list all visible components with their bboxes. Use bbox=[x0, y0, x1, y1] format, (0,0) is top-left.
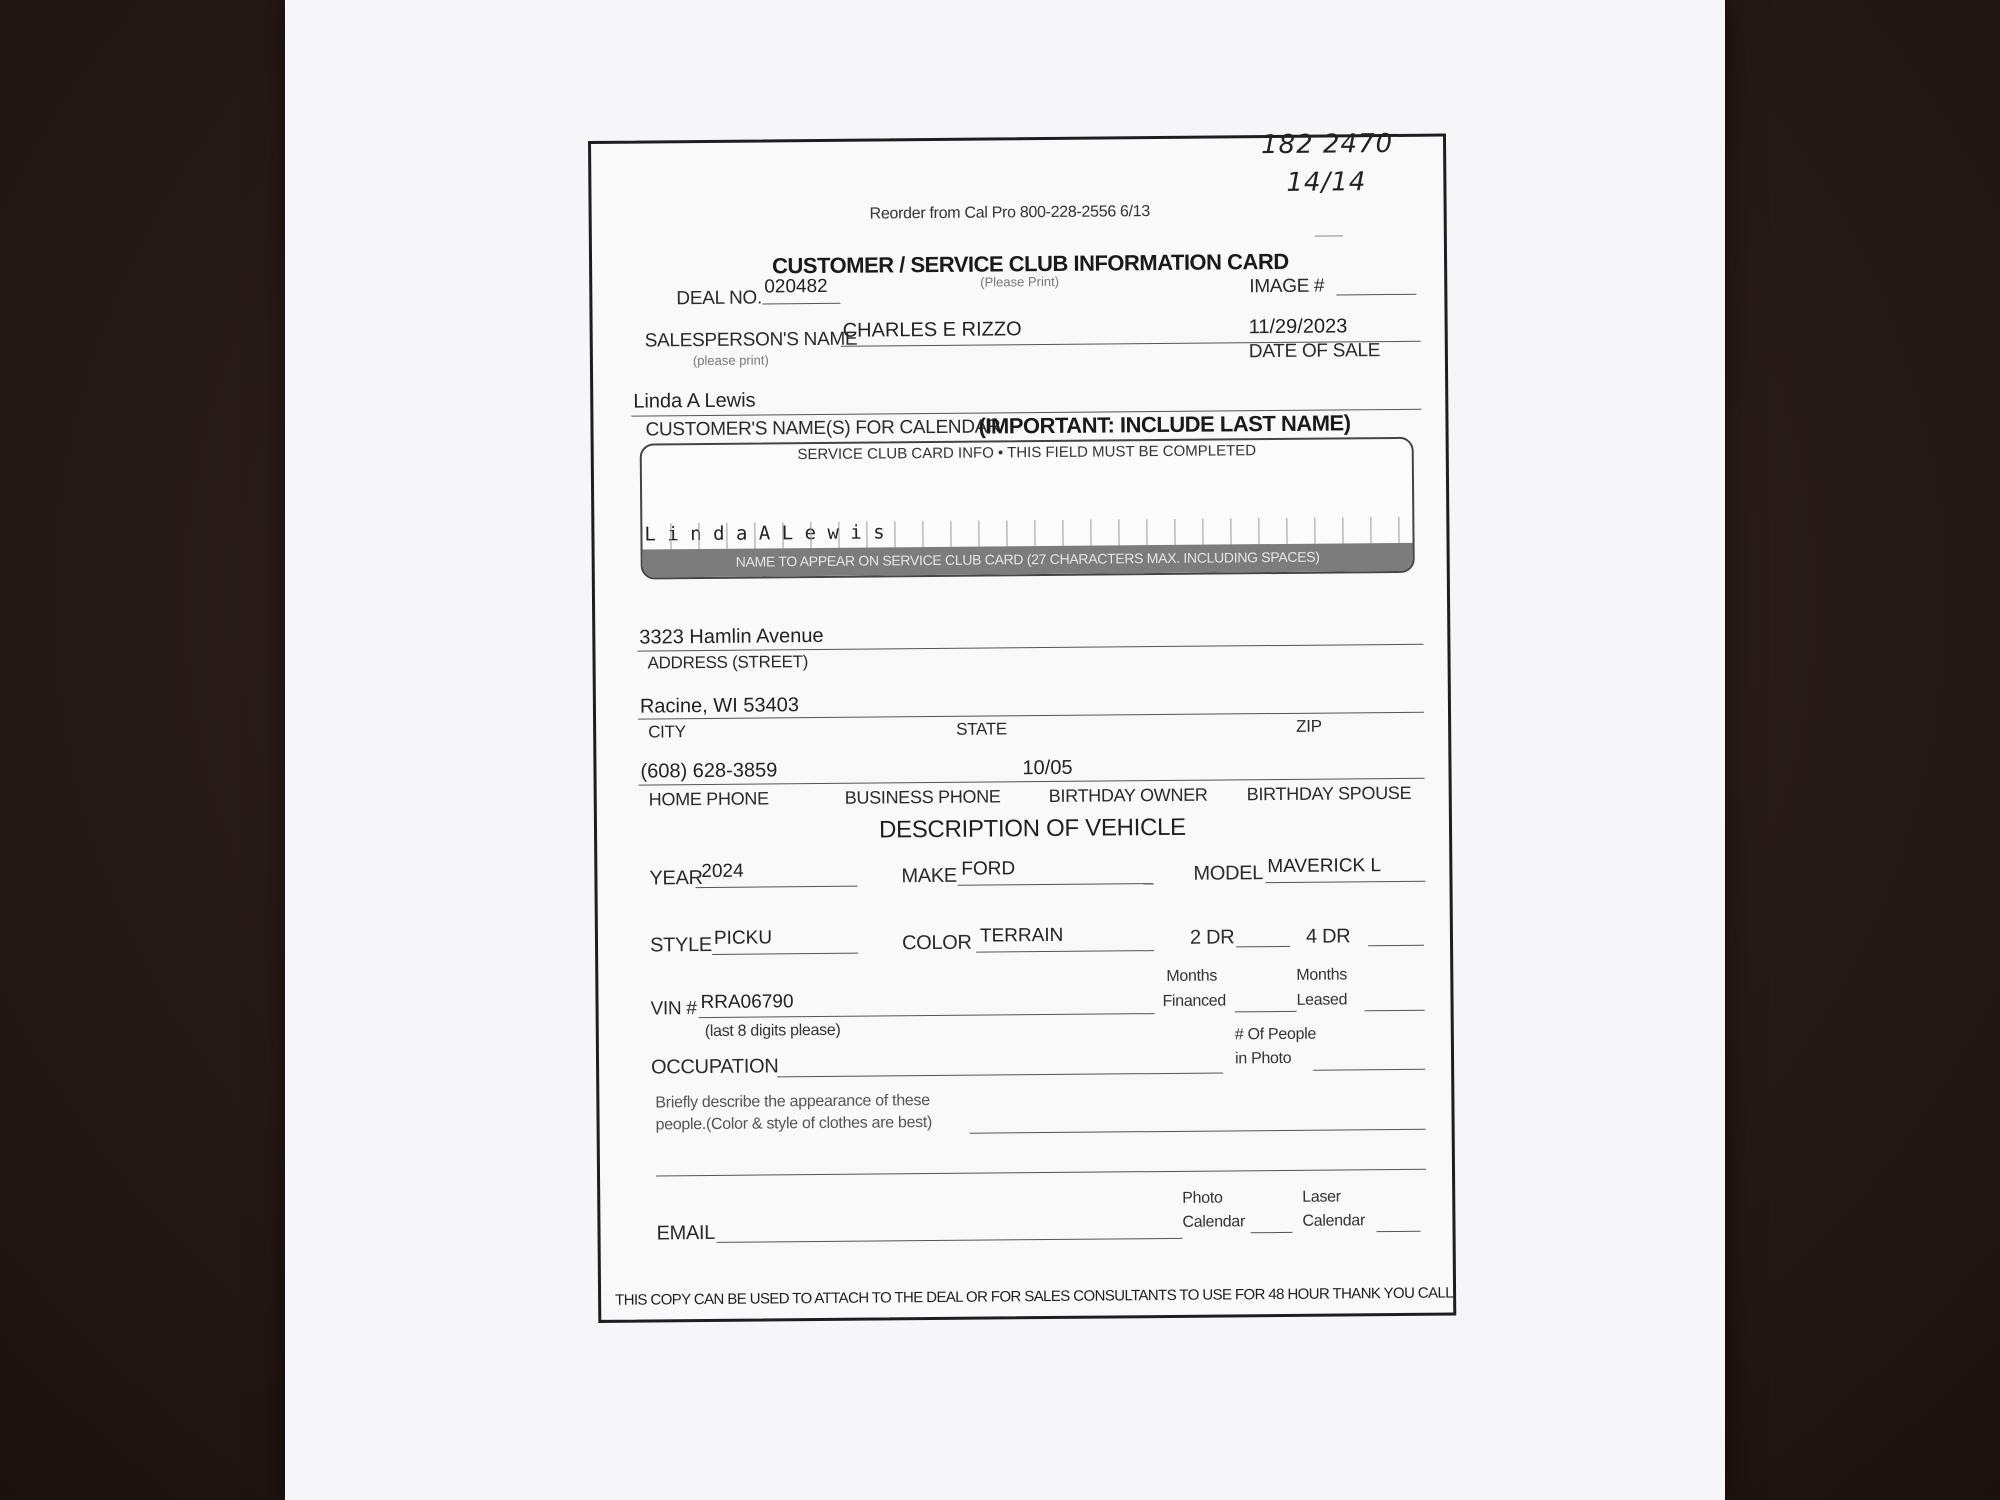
date-of-sale-label: DATE OF SALE bbox=[1248, 340, 1381, 363]
laser-calendar-label-1: Laser bbox=[1302, 1188, 1341, 1206]
reorder-note: Reorder from Cal Pro 800-228-2556 6/13 bbox=[869, 203, 1151, 223]
photo-calendar-label-1: Photo bbox=[1182, 1189, 1223, 1207]
people-in-photo-line[interactable] bbox=[1313, 1069, 1425, 1071]
laser-calendar-label-2: Calendar bbox=[1302, 1212, 1366, 1230]
salesperson-sub-label: (please print) bbox=[692, 352, 769, 369]
service-card-header: SERVICE CLUB CARD INFO • THIS FIELD MUST BE COMPLETED bbox=[797, 442, 1257, 464]
birthday-owner-value[interactable]: 10/05 bbox=[1022, 756, 1073, 780]
home-phone-label: HOME PHONE bbox=[648, 788, 769, 810]
make-line bbox=[958, 883, 1154, 886]
four-door-line[interactable] bbox=[1368, 945, 1424, 946]
image-no-line[interactable] bbox=[1336, 294, 1416, 296]
email-line[interactable] bbox=[717, 1238, 1183, 1243]
color-label: COLOR bbox=[901, 931, 972, 955]
business-phone-label: BUSINESS PHONE bbox=[844, 786, 1001, 808]
home-phone-value[interactable]: (608) 628-3859 bbox=[640, 759, 778, 783]
months-financed-label: Months bbox=[1166, 967, 1218, 985]
information-card bbox=[588, 128, 1456, 1323]
zip-label: ZIP bbox=[1296, 716, 1322, 736]
model-value[interactable]: MAVERICK L bbox=[1267, 855, 1382, 878]
city-value[interactable]: Racine, WI 53403 bbox=[639, 694, 800, 718]
card-title: CUSTOMER / SERVICE CLUB INFORMATION CARD bbox=[771, 248, 1289, 279]
address-label: ADDRESS (STREET) bbox=[647, 652, 809, 673]
two-door-line[interactable] bbox=[1236, 946, 1290, 947]
style-value[interactable]: PICKU bbox=[713, 927, 773, 949]
service-club-card-box[interactable] bbox=[640, 437, 1415, 580]
make-label: MAKE bbox=[901, 864, 958, 888]
handwritten-number: 182 2470 bbox=[1260, 128, 1394, 161]
occupation-label: OCCUPATION bbox=[650, 1055, 779, 1079]
months-leased-label: Months bbox=[1296, 966, 1348, 984]
people-in-photo-label-2: in Photo bbox=[1234, 1049, 1292, 1068]
state-label: STATE bbox=[956, 719, 1007, 739]
color-value[interactable]: TERRAIN bbox=[979, 924, 1064, 947]
describe-line-1[interactable] bbox=[970, 1129, 1426, 1134]
date-of-sale-value[interactable]: 11/29/2023 bbox=[1248, 315, 1348, 339]
year-line bbox=[696, 886, 858, 888]
photo-calendar-label-2: Calendar bbox=[1182, 1213, 1246, 1231]
leased-label: Leased bbox=[1296, 991, 1348, 1009]
birthday-spouse-label: BIRTHDAY SPOUSE bbox=[1246, 782, 1412, 805]
image-no-label: IMAGE # bbox=[1249, 275, 1325, 298]
two-door-label: 2 DR bbox=[1189, 926, 1235, 949]
deal-no-value[interactable]: 020482 bbox=[764, 275, 828, 298]
please-print-note: (Please Print) bbox=[980, 273, 1060, 290]
style-line bbox=[712, 953, 858, 955]
describe-text-1: Briefly describe the appearance of these bbox=[655, 1092, 930, 1112]
year-value[interactable]: 2024 bbox=[701, 860, 744, 883]
customer-names-value[interactable]: Linda A Lewis bbox=[633, 389, 756, 413]
customer-names-label: CUSTOMER'S NAME(S) FOR CALENDAR bbox=[645, 416, 1001, 441]
deal-no-line bbox=[762, 303, 840, 305]
service-card-name-chars: L i n d a A L e w i s bbox=[644, 521, 885, 546]
people-in-photo-label-1: # Of People bbox=[1234, 1025, 1317, 1044]
color-line bbox=[976, 950, 1154, 953]
card-footer: THIS COPY CAN BE USED TO ATTACH TO THE DEAL OR FOR SALES CONSULTANTS TO USE FOR 48 HOUR THANK YOU CALL bbox=[615, 1284, 1454, 1309]
vehicle-section-title: DESCRIPTION OF VEHICLE bbox=[878, 813, 1186, 844]
financed-label: Financed bbox=[1162, 992, 1227, 1011]
salesperson-label: SALESPERSON'S NAME bbox=[644, 328, 858, 352]
city-label: CITY bbox=[648, 722, 686, 742]
vin-value[interactable]: RRA06790 bbox=[700, 991, 794, 1014]
vin-label: VIN # bbox=[650, 998, 697, 1020]
handwritten-count: 14/14 bbox=[1286, 167, 1367, 198]
birthday-owner-label: BIRTHDAY OWNER bbox=[1048, 784, 1208, 807]
salesperson-value[interactable]: CHARLES E RIZZO bbox=[842, 318, 1022, 342]
service-card-band bbox=[643, 543, 1413, 578]
describe-line-2[interactable] bbox=[656, 1169, 1426, 1177]
deal-no-label: DEAL NO. bbox=[676, 287, 763, 310]
financed-line[interactable] bbox=[1235, 1011, 1297, 1013]
style-label: STYLE bbox=[649, 933, 712, 957]
address-value[interactable]: 3323 Hamlin Avenue bbox=[639, 624, 824, 649]
model-label: MODEL bbox=[1193, 862, 1264, 885]
make-value[interactable]: FORD bbox=[961, 858, 1016, 880]
vin-sub-label: (last 8 digits please) bbox=[704, 1021, 841, 1041]
model-line bbox=[1265, 881, 1425, 883]
vin-line bbox=[699, 1013, 1155, 1018]
four-door-label: 4 DR bbox=[1305, 925, 1351, 948]
occupation-line[interactable] bbox=[777, 1072, 1223, 1077]
email-label: EMAIL bbox=[656, 1221, 716, 1245]
handwritten-dash bbox=[1315, 235, 1343, 236]
year-label: YEAR bbox=[649, 867, 703, 890]
photo-calendar-line[interactable] bbox=[1251, 1232, 1293, 1233]
leased-line[interactable] bbox=[1365, 1010, 1425, 1012]
describe-text-2: people.(Color & style of clothes are best) bbox=[655, 1114, 933, 1134]
important-note: (IMPORTANT: INCLUDE LAST NAME) bbox=[978, 410, 1351, 439]
laser-calendar-line[interactable] bbox=[1377, 1231, 1421, 1232]
service-card-band-text: NAME TO APPEAR ON SERVICE CLUB CARD (27 CHARACTERS MAX. INCLUDING SPACES) bbox=[735, 548, 1320, 570]
